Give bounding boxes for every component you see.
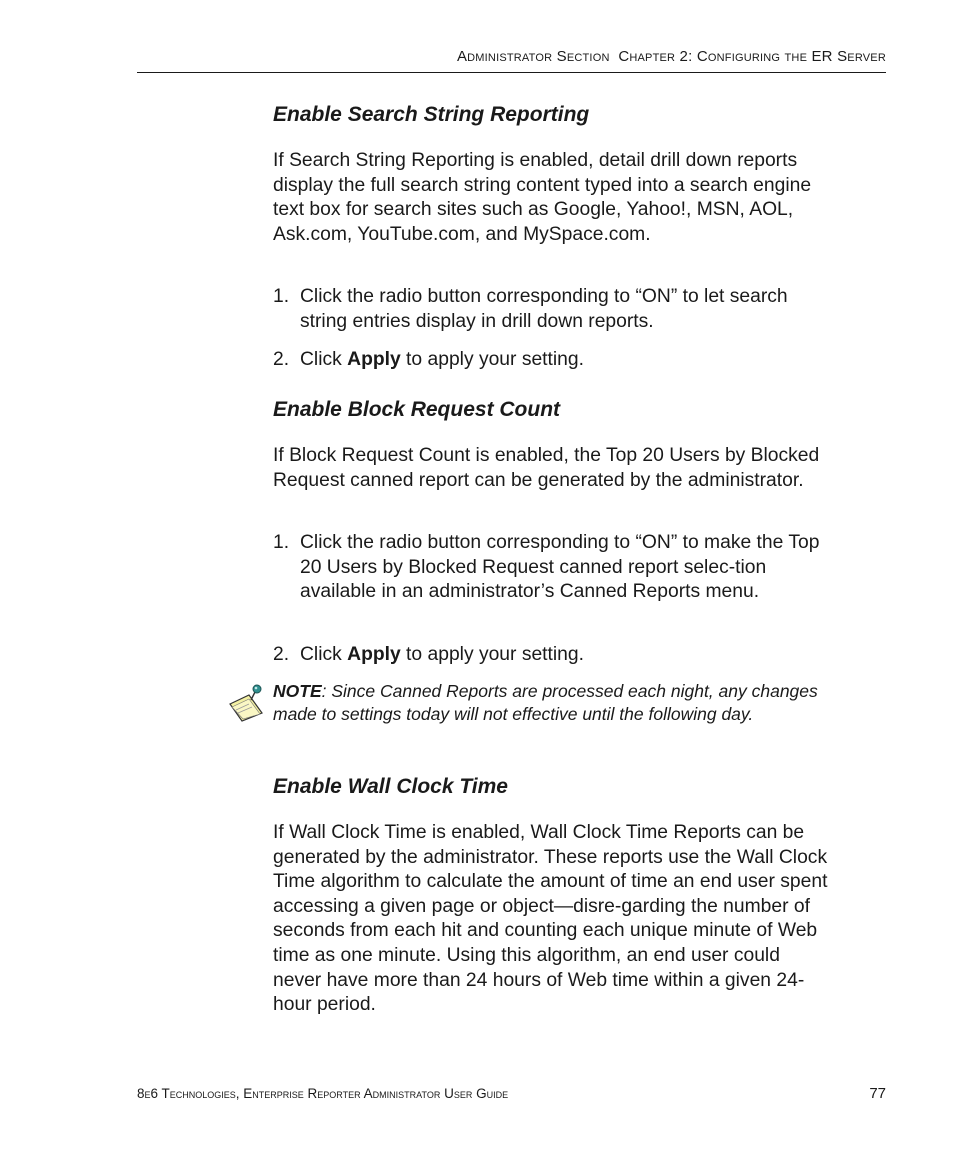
step-number: 2.: [273, 349, 290, 370]
header-rule: [137, 72, 886, 73]
step-number: 1.: [273, 286, 290, 307]
step-text: Click the radio button corresponding to “ON” to let search string entries display in drill down reports.: [300, 286, 788, 332]
apply-term: Apply: [347, 644, 401, 665]
step-block-2: [273, 643, 833, 668]
running-header: [137, 48, 886, 65]
step-text: Click the radio button corresponding to “ON” to make the Top 20 Users by Blocked Request canned report selec-tion available in an administrator’s Canned Reports menu.: [300, 532, 820, 603]
heading-wall-clock: Enable Wall Clock Time: [273, 775, 508, 798]
page-number: 77: [869, 1085, 886, 1102]
paragraph-wall-clock: If Wall Clock Time is enabled, Wall Clock Time Reports can be generated by the administrator. These reports use the Wall Clock Time algorithm to calculate the amount of time an end user spent accessing a given page or object—disre-garding the number of seconds from each hit and counting each unique minute of Web time as one minute. Using this algorithm, an end user could never have more than 24 hours of Web time within a given 24-hour period.: [273, 822, 828, 1016]
header-chapter: Chapter 2: Configuring the ER Server: [618, 48, 886, 65]
step-number: 2.: [273, 644, 290, 665]
heading-search-string: Enable Search String Reporting: [273, 103, 590, 126]
step-block-1: [273, 531, 833, 605]
header-section: Administrator Section: [456, 48, 610, 65]
note-text: NOTE: Since Canned Reports are processed each night, any changes made to settings today will not effective until the following day.: [273, 681, 818, 724]
step-search-2: [273, 348, 833, 373]
apply-term: Apply: [347, 349, 401, 370]
paragraph-search-string: If Search String Reporting is enabled, detail drill down reports display the full search string content typed into a search engine text box for search sites such as Google, Yahoo!, MSN, AOL, Ask.com, YouTube.com, and MySpace.com.: [273, 150, 812, 245]
step-search-1: [273, 285, 833, 334]
note-pad-pin-icon: [227, 683, 267, 723]
note-label: NOTE: [273, 681, 322, 701]
step-text: Click Apply to apply your setting.: [300, 349, 584, 370]
heading-block-request: Enable Block Request Count: [273, 398, 561, 421]
paragraph-block-request: If Block Request Count is enabled, the Top 20 Users by Blocked Request canned report can be generated by the administrator.: [273, 445, 820, 491]
footer-title: 8e6 Technologies, Enterprise Reporter Administrator User Guide: [137, 1086, 509, 1101]
step-number: 1.: [273, 532, 290, 553]
step-text: Click Apply to apply your setting.: [300, 644, 584, 665]
